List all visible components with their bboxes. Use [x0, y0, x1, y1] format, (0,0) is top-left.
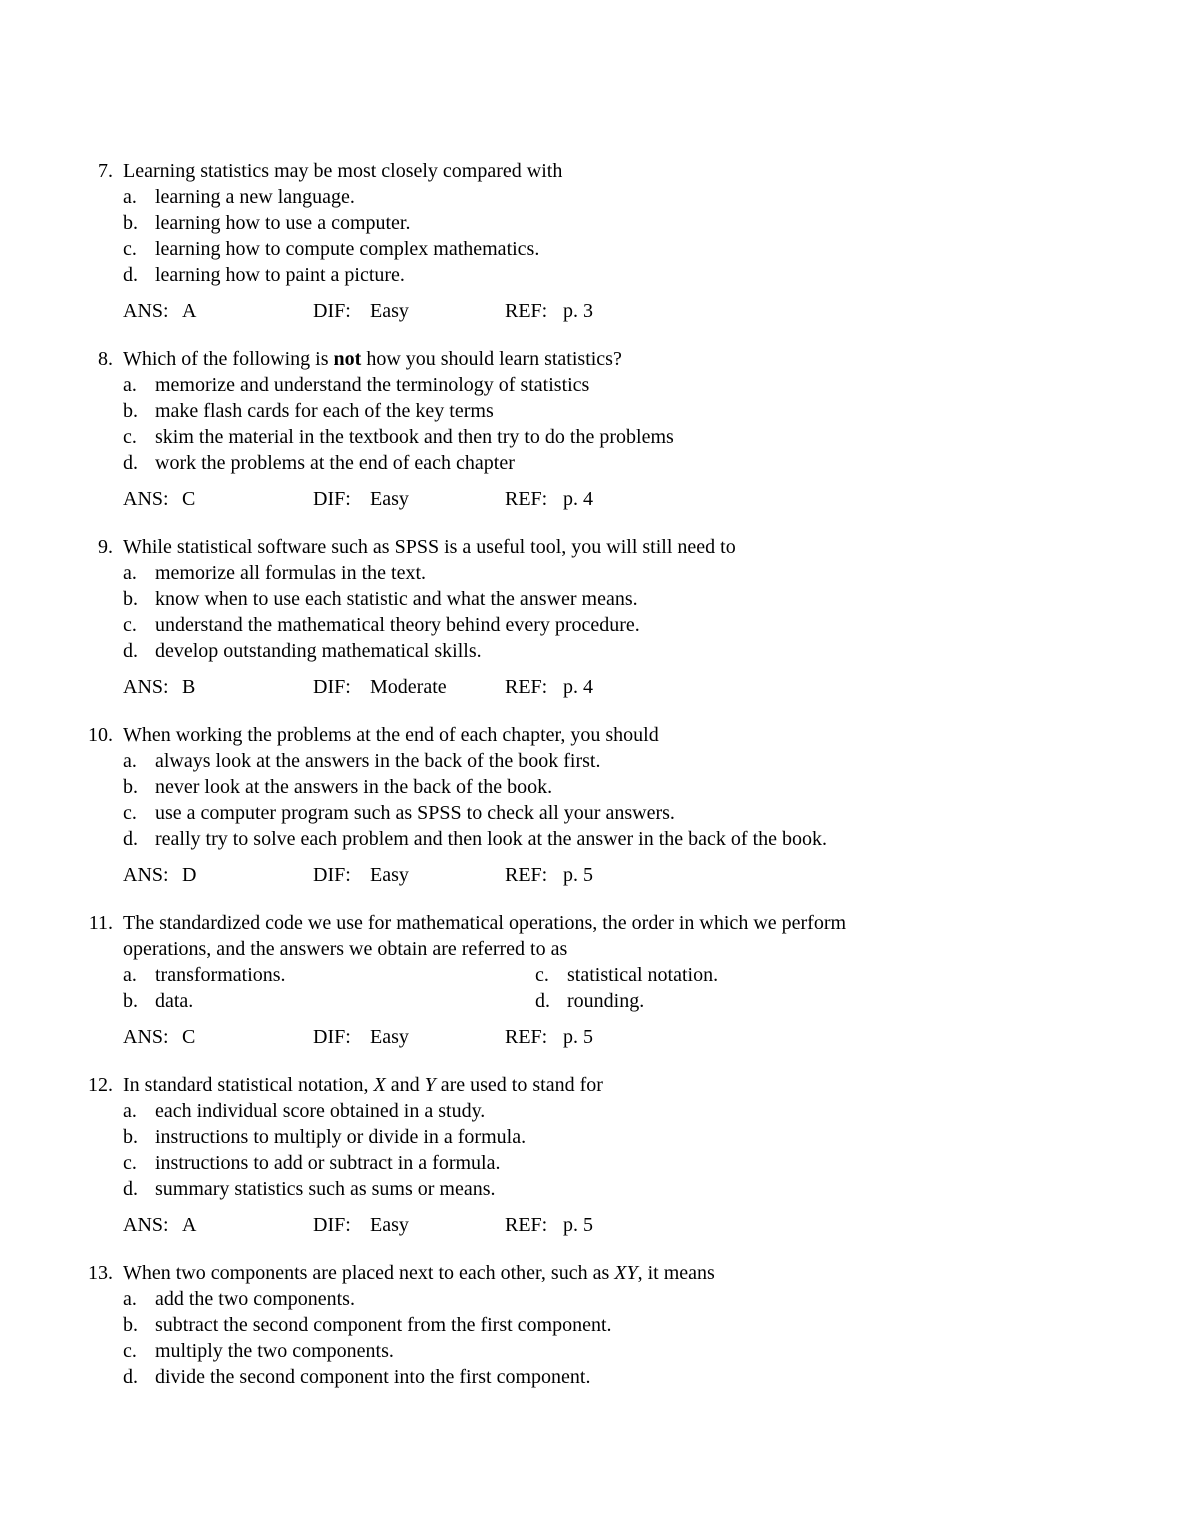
option-letter: c.	[123, 802, 137, 824]
option-b	[123, 1312, 1132, 1338]
text-segment: learning how to use a computer.	[155, 212, 411, 234]
text-segment: how you should learn statistics?	[361, 348, 622, 370]
difficulty-value: Easy	[370, 300, 409, 322]
text-segment: develop outstanding mathematical skills.	[155, 640, 482, 662]
answer-value: B	[182, 676, 196, 698]
answer-label: ANS:	[123, 676, 169, 698]
answer-value: C	[182, 488, 196, 510]
answer-label: ANS:	[123, 300, 169, 322]
option-letter: a.	[123, 1288, 137, 1310]
difficulty-value: Easy	[370, 1214, 409, 1236]
question-body	[113, 1260, 1132, 1390]
option-text	[155, 1286, 1132, 1312]
reference-value: p. 4	[563, 676, 593, 698]
option-a	[123, 560, 1132, 586]
option-list	[123, 372, 1132, 476]
option-text	[155, 988, 535, 1014]
question-number: 11.	[88, 912, 113, 934]
answer-row	[123, 674, 1132, 700]
reference-label: REF:	[505, 1026, 548, 1048]
text-segment: Learning statistics may be most closely compared with	[123, 160, 563, 182]
option-letter: b.	[123, 588, 138, 610]
option-text	[155, 1338, 1132, 1364]
option-list	[123, 962, 1132, 1014]
question-prompt	[123, 722, 1132, 748]
text-segment: X	[373, 1074, 386, 1096]
difficulty-label: DIF:	[313, 488, 351, 510]
question-number: 10.	[88, 724, 113, 746]
prompt-line	[123, 722, 1132, 748]
question-list	[63, 158, 1132, 1390]
option-letter: c.	[123, 426, 137, 448]
option-text	[155, 586, 1132, 612]
prompt-line	[123, 158, 1132, 184]
text-segment: The standardized code we use for mathematical operations, the order in which we perform	[123, 912, 847, 934]
option-b	[123, 398, 1132, 424]
option-c	[123, 424, 1132, 450]
question-body	[113, 534, 1132, 722]
text-segment: learning how to paint a picture.	[155, 264, 405, 286]
option-text	[155, 800, 1132, 826]
option-letter: d.	[123, 452, 138, 474]
option-letter: a.	[123, 374, 137, 396]
option-d	[123, 262, 1132, 288]
prompt-line	[123, 1072, 1132, 1098]
reference-label: REF:	[505, 488, 548, 510]
option-c	[535, 962, 1132, 988]
question-prompt	[123, 1260, 1132, 1286]
option-letter: b.	[123, 1126, 138, 1148]
option-text	[155, 450, 1132, 476]
question-number: 13.	[88, 1262, 113, 1284]
option-a	[123, 372, 1132, 398]
answer-value: A	[182, 300, 197, 322]
difficulty-label: DIF:	[313, 1026, 351, 1048]
option-letter: a.	[123, 750, 137, 772]
option-c	[123, 236, 1132, 262]
text-segment: memorize and understand the terminology of statistics	[155, 374, 590, 396]
option-text	[155, 1150, 1132, 1176]
option-letter: a.	[123, 964, 137, 986]
option-a	[123, 962, 535, 988]
text-segment: In standard statistical notation,	[123, 1074, 374, 1096]
question-block	[63, 158, 1132, 346]
option-letter: b.	[123, 776, 138, 798]
difficulty-value: Moderate	[370, 676, 447, 698]
reference-label: REF:	[505, 300, 548, 322]
option-text	[155, 1176, 1132, 1202]
text-segment: are used to stand for	[435, 1074, 603, 1096]
option-text	[155, 372, 1132, 398]
option-text	[155, 1124, 1132, 1150]
prompt-line	[123, 936, 1132, 962]
question-number: 9.	[98, 536, 113, 558]
option-list	[123, 560, 1132, 664]
option-b	[123, 586, 1132, 612]
option-text	[155, 774, 1132, 800]
option-list	[123, 1286, 1132, 1390]
answer-label: ANS:	[123, 1214, 169, 1236]
text-segment: Y	[424, 1074, 436, 1096]
option-letter: c.	[535, 964, 549, 986]
text-segment: transformations.	[155, 964, 286, 986]
option-text	[155, 184, 1132, 210]
option-a	[123, 184, 1132, 210]
option-letter: b.	[123, 212, 138, 234]
question-prompt	[123, 346, 1132, 372]
text-segment: , it means	[637, 1262, 715, 1284]
answer-value: D	[182, 864, 197, 886]
option-letter: d.	[123, 264, 138, 286]
option-text	[567, 962, 1132, 988]
option-letter: c.	[123, 614, 137, 636]
prompt-line	[123, 1260, 1132, 1286]
option-text	[155, 826, 1132, 852]
option-text	[155, 748, 1132, 774]
option-d	[123, 638, 1132, 664]
difficulty-value: Easy	[370, 864, 409, 886]
question-prompt	[123, 158, 1132, 184]
prompt-line	[123, 534, 1132, 560]
question-block	[63, 1072, 1132, 1260]
option-text	[155, 424, 1132, 450]
option-letter: c.	[123, 1152, 137, 1174]
option-text	[155, 560, 1132, 586]
answer-value: A	[182, 1214, 197, 1236]
text-segment: learning how to compute complex mathematics.	[155, 238, 540, 260]
question-block	[63, 534, 1132, 722]
option-c	[123, 612, 1132, 638]
option-list	[123, 1098, 1132, 1202]
text-segment: XY	[614, 1262, 638, 1284]
text-segment: always look at the answers in the back of the book first.	[155, 750, 601, 772]
text-segment: know when to use each statistic and what the answer means.	[155, 588, 638, 610]
option-letter: b.	[123, 990, 138, 1012]
reference-value: p. 5	[563, 1026, 593, 1048]
question-body	[113, 1072, 1132, 1260]
option-d	[123, 450, 1132, 476]
question-body	[113, 158, 1132, 346]
question-number: 7.	[98, 160, 113, 182]
text-segment: work the problems at the end of each chapter	[155, 452, 515, 474]
text-segment: Which of the following is	[123, 348, 334, 370]
option-list	[123, 184, 1132, 288]
reference-value: p. 4	[563, 488, 593, 510]
option-text	[155, 1098, 1132, 1124]
option-letter: c.	[123, 238, 137, 260]
option-text	[155, 262, 1132, 288]
answer-value: C	[182, 1026, 196, 1048]
option-b	[123, 1124, 1132, 1150]
option-text	[155, 962, 535, 988]
answer-label: ANS:	[123, 864, 169, 886]
reference-label: REF:	[505, 1214, 548, 1236]
question-body	[113, 910, 1132, 1072]
option-a	[123, 1286, 1132, 1312]
option-d	[123, 1364, 1132, 1390]
answer-label: ANS:	[123, 1026, 169, 1048]
answer-row	[123, 1212, 1132, 1238]
text-segment: skim the material in the textbook and then try to do the problems	[155, 426, 674, 448]
text-segment: instructions to multiply or divide in a formula.	[155, 1126, 527, 1148]
answer-row	[123, 1024, 1132, 1050]
option-letter: d.	[123, 1178, 138, 1200]
prompt-line	[123, 346, 1132, 372]
option-text	[155, 1312, 1132, 1338]
option-letter: d.	[123, 1366, 138, 1388]
text-segment: subtract the second component from the first component.	[155, 1314, 612, 1336]
option-letter: a.	[123, 1100, 137, 1122]
question-prompt	[123, 1072, 1132, 1098]
question-number: 12.	[88, 1074, 113, 1096]
question-body	[113, 346, 1132, 534]
option-letter: b.	[123, 400, 138, 422]
text-segment: When two components are placed next to each other, such as	[123, 1262, 615, 1284]
option-c	[123, 1338, 1132, 1364]
reference-label: REF:	[505, 676, 548, 698]
option-a	[123, 1098, 1132, 1124]
option-letter: b.	[123, 1314, 138, 1336]
option-letter: c.	[123, 1340, 137, 1362]
question-block	[63, 722, 1132, 910]
difficulty-label: DIF:	[313, 676, 351, 698]
text-segment: memorize all formulas in the text.	[155, 562, 427, 584]
option-b	[123, 774, 1132, 800]
option-letter: d.	[123, 828, 138, 850]
reference-value: p. 5	[563, 1214, 593, 1236]
option-d	[535, 988, 1132, 1014]
question-block	[63, 346, 1132, 534]
option-letter: a.	[123, 562, 137, 584]
text-segment: understand the mathematical theory behind every procedure.	[155, 614, 640, 636]
option-a	[123, 748, 1132, 774]
text-segment: really try to solve each problem and then look at the answer in the back of the book.	[155, 828, 828, 850]
option-text	[155, 236, 1132, 262]
option-letter: d.	[535, 990, 550, 1012]
text-segment: each individual score obtained in a study.	[155, 1100, 486, 1122]
question-prompt	[123, 534, 1132, 560]
text-segment: data.	[155, 990, 194, 1012]
option-letter: d.	[123, 640, 138, 662]
option-text	[567, 988, 1132, 1014]
text-segment: make flash cards for each of the key terms	[155, 400, 494, 422]
option-list	[123, 748, 1132, 852]
reference-value: p. 3	[563, 300, 593, 322]
question-number: 8.	[98, 348, 113, 370]
question-block	[63, 1260, 1132, 1390]
option-text	[155, 612, 1132, 638]
text-segment: statistical notation.	[567, 964, 719, 986]
option-text	[155, 1364, 1132, 1390]
option-c	[123, 800, 1132, 826]
text-segment: rounding.	[567, 990, 645, 1012]
option-b	[123, 210, 1132, 236]
option-text	[155, 398, 1132, 424]
difficulty-label: DIF:	[313, 1214, 351, 1236]
difficulty-label: DIF:	[313, 300, 351, 322]
option-b	[123, 988, 535, 1014]
text-segment: divide the second component into the first component.	[155, 1366, 591, 1388]
difficulty-label: DIF:	[313, 864, 351, 886]
text-segment: not	[333, 348, 362, 370]
answer-label: ANS:	[123, 488, 169, 510]
text-segment: When working the problems at the end of each chapter, you should	[123, 724, 659, 746]
option-c	[123, 1150, 1132, 1176]
text-segment: and	[385, 1074, 425, 1096]
difficulty-value: Easy	[370, 1026, 409, 1048]
question-body	[113, 722, 1132, 910]
text-segment: instructions to add or subtract in a formula.	[155, 1152, 501, 1174]
text-segment: add the two components.	[155, 1288, 355, 1310]
question-prompt	[123, 910, 1132, 962]
text-segment: never look at the answers in the back of the book.	[155, 776, 553, 798]
option-d	[123, 1176, 1132, 1202]
text-segment: learning a new language.	[155, 186, 355, 208]
prompt-line	[123, 910, 1132, 936]
answer-row	[123, 862, 1132, 888]
difficulty-value: Easy	[370, 488, 409, 510]
text-segment: operations, and the answers we obtain are referred to as	[123, 938, 568, 960]
option-d	[123, 826, 1132, 852]
answer-row	[123, 298, 1132, 324]
reference-label: REF:	[505, 864, 548, 886]
option-letter: a.	[123, 186, 137, 208]
reference-value: p. 5	[563, 864, 593, 886]
question-block	[63, 910, 1132, 1072]
text-segment: use a computer program such as SPSS to check all your answers.	[155, 802, 675, 824]
option-text	[155, 210, 1132, 236]
text-segment: summary statistics such as sums or means.	[155, 1178, 496, 1200]
text-segment: While statistical software such as SPSS is a useful tool, you will still need to	[123, 536, 736, 558]
text-segment: multiply the two components.	[155, 1340, 394, 1362]
option-text	[155, 638, 1132, 664]
answer-row	[123, 486, 1132, 512]
